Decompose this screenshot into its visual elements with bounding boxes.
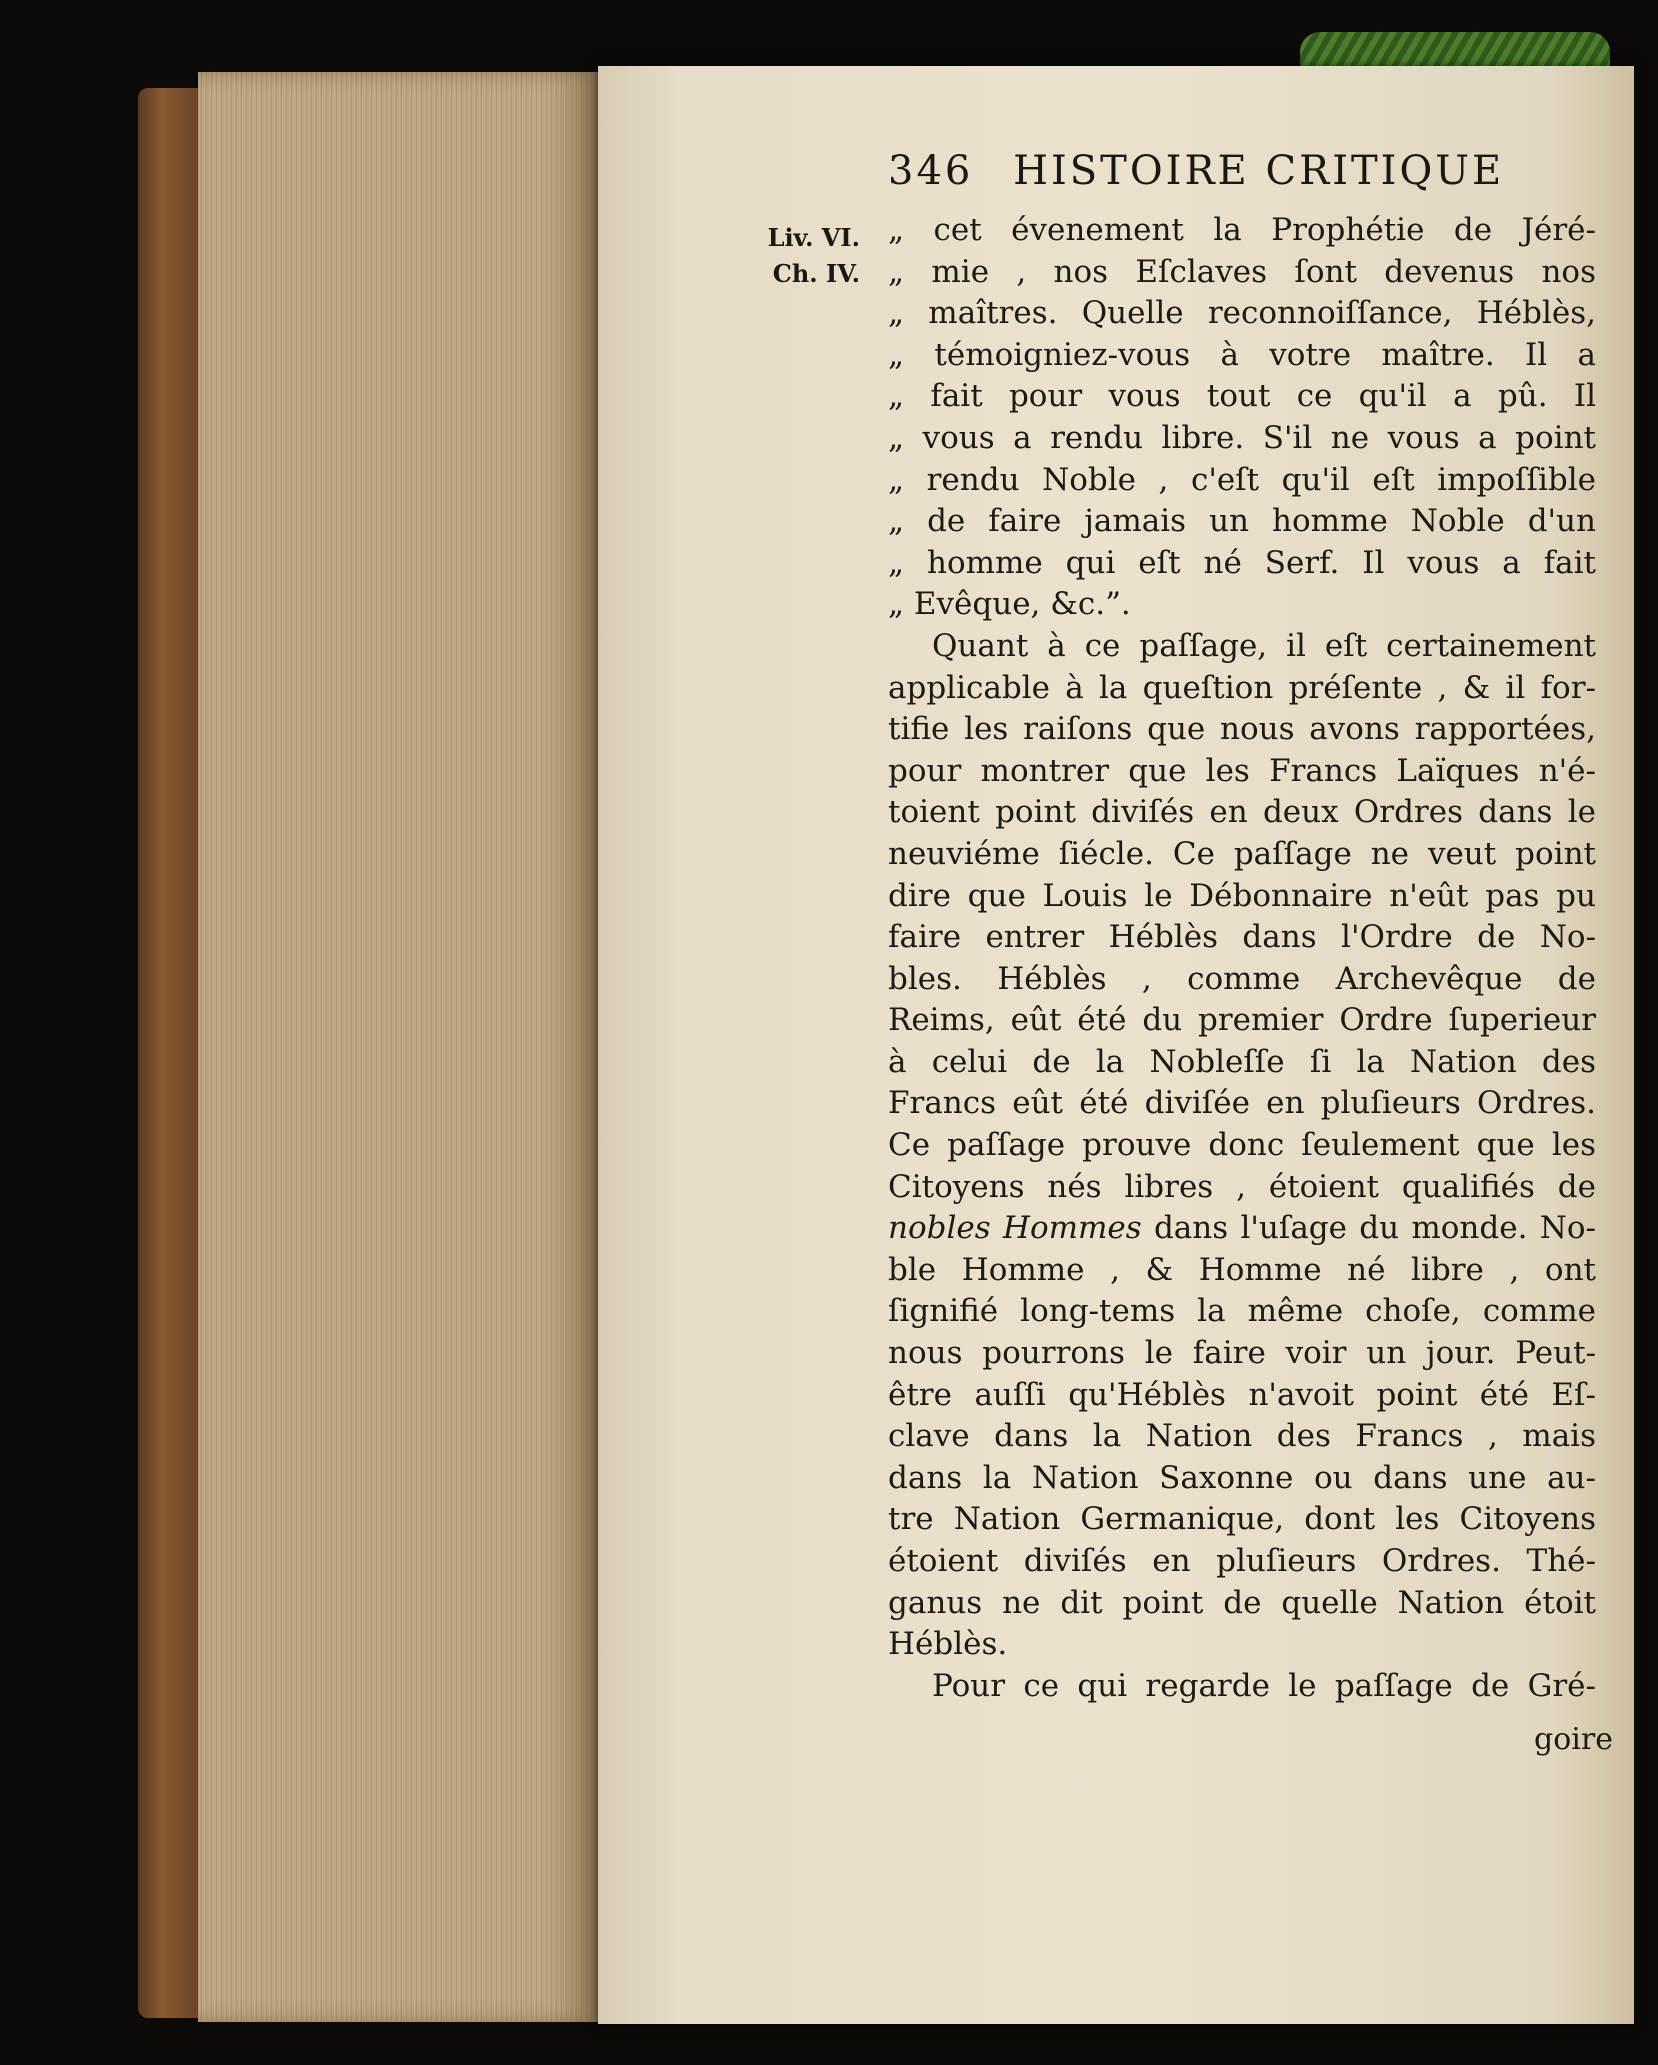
text-line: „ témoigniez-vous à votre maître. Il a <box>888 336 1596 373</box>
page-number: 346 <box>888 148 974 194</box>
text-line: ganus ne dit point de quelle Nation étoit <box>888 1584 1596 1621</box>
text-line: nous pourrons le faire voir un jour. Peut- <box>888 1335 1596 1372</box>
text-line: „ fait pour vous tout ce qu'il a pû. Il <box>888 378 1596 415</box>
italic-line-rest: dans l'uſage du monde. No- <box>1141 1210 1596 1247</box>
book-cover-edge <box>138 88 198 2018</box>
text-line: pour montrer que les Francs Laïques n'é- <box>888 752 1596 789</box>
margin-note <box>740 220 860 292</box>
italic-phrase: nobles Hommes <box>888 1210 1142 1247</box>
text-line: clave dans la Nation des Francs , mais <box>888 1418 1596 1455</box>
text-line: „ cet évenement la Prophétie de Jéré- <box>888 212 1596 248</box>
quotation <box>888 210 1596 626</box>
paragraph <box>888 626 1596 1208</box>
text-line: Héblès. <box>888 1626 1008 1663</box>
text-line: à celui de la Nobleſſe ſi la Nation des <box>888 1043 1596 1080</box>
text-line: Reims, eût été du premier Ordre ſuperieur <box>888 1002 1596 1039</box>
running-title: HISTOIRE CRITIQUE <box>1013 148 1505 194</box>
text-line: Francs eût été diviſée en pluſieurs Ordres. <box>888 1085 1596 1122</box>
text-line: „ de faire jamais un homme Noble d'un <box>888 503 1596 540</box>
text-line: Quant à ce paſſage, il eſt certainement <box>932 627 1596 664</box>
text-line: „ homme qui eſt né Serf. Il vous a fait <box>888 544 1596 581</box>
text-line: „ vous a rendu libre. S'il ne vous a point <box>888 419 1596 456</box>
page-edges <box>198 72 598 2022</box>
text-line: dans la Nation Saxonne ou dans une au- <box>888 1459 1596 1496</box>
paragraph-continued <box>888 1250 1596 1666</box>
text-line: neuviéme ſiécle. Ce paſſage ne veut point <box>888 835 1596 872</box>
text-line: „ mie , nos Eſclaves ſont devenus nos <box>888 253 1596 290</box>
text-line: Citoyens nés libres , étoient qualifiés de <box>888 1168 1596 1205</box>
text-line <box>888 1208 1596 1250</box>
text-line: faire entrer Héblès dans l'Ordre de No- <box>888 919 1596 956</box>
text-line: tifie les raiſons que nous avons rapportées, <box>888 711 1596 748</box>
text-line: tre Nation Germanique, dont les Citoyens <box>888 1501 1596 1538</box>
text-line: „ maîtres. Quelle reconnoiſſance, Héblès, <box>888 295 1596 332</box>
margin-chapter: Ch. IV. <box>772 259 860 288</box>
text-line: toient point diviſés en deux Ordres dans le <box>888 794 1596 831</box>
body-text <box>888 210 1596 1707</box>
text-line: bles. Héblès , comme Archevêque de <box>888 960 1596 997</box>
text-line: ſignifié long-tems la même choſe, comme <box>888 1293 1596 1330</box>
text-line: être auſſi qu'Héblès n'avoit point été Eſ- <box>888 1376 1596 1413</box>
text-line: „ rendu Noble , c'eſt qu'il eſt impoſſible <box>888 461 1596 498</box>
paragraph <box>888 1666 1596 1708</box>
margin-book: Liv. VI. <box>767 223 860 252</box>
catchword: goire <box>1534 1722 1613 1757</box>
text-line: Ce paſſage prouve donc ſeulement que les <box>888 1127 1596 1164</box>
text-line: ble Homme , & Homme né libre , ont <box>888 1251 1596 1288</box>
text-line: Pour ce qui regarde le paſſage de Gré- <box>932 1667 1596 1704</box>
text-line: étoient diviſés en pluſieurs Ordres. Thé- <box>888 1543 1596 1579</box>
running-head <box>888 148 1608 194</box>
text-line: „ Evêque, &c.”. <box>888 586 1131 623</box>
text-line: dire que Louis le Débonnaire n'eût pas pu <box>888 877 1596 914</box>
text-line: applicable à la queſtion préſente , & il for- <box>888 669 1596 706</box>
